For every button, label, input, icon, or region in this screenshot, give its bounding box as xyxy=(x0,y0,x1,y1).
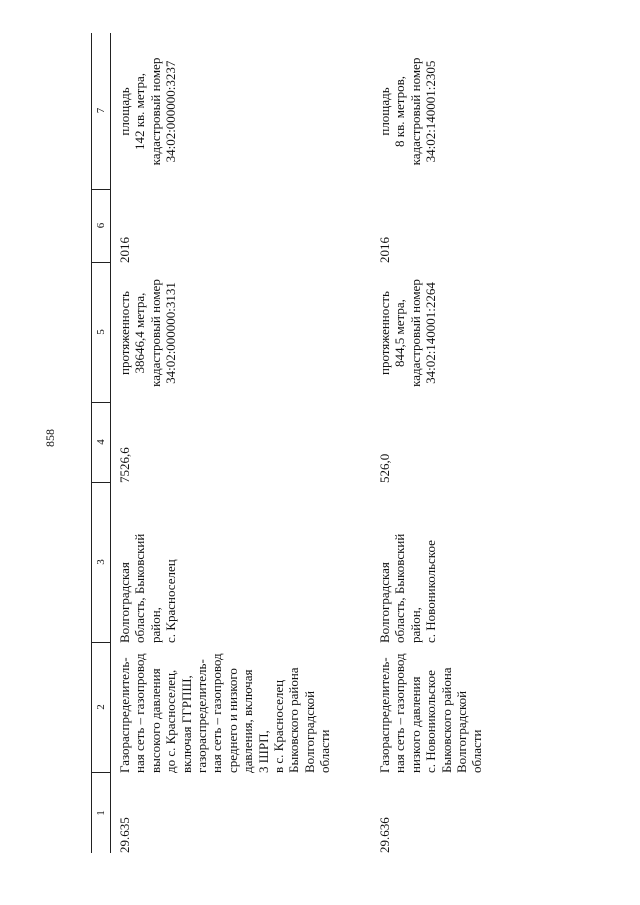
column-header-4: 4 xyxy=(92,402,110,483)
cell-line: 34:02:000000:3131 xyxy=(163,282,179,384)
object-characteristics xyxy=(377,263,439,403)
cell-line: район, xyxy=(407,607,423,643)
cell-line: Волгоградская xyxy=(377,562,392,643)
cell-line: район, xyxy=(147,607,163,643)
column-header-row xyxy=(91,33,111,853)
object-location xyxy=(117,483,179,643)
cell-line: 38646,4 метра, xyxy=(132,292,148,374)
column-header-3: 3 xyxy=(92,482,110,643)
cell-line: с. Красноселец xyxy=(163,559,179,643)
cell-line: Быковского района xyxy=(438,667,454,773)
cell-line: с. Новоникольское xyxy=(423,540,439,643)
row-number: 29.636 xyxy=(377,817,392,853)
cell-line: кадастровый номер xyxy=(147,279,163,387)
cell-line: низкого давления xyxy=(407,676,423,773)
cell-line: 3 ШРП, xyxy=(255,730,271,773)
cell-line: 34:02:000000:3237 xyxy=(163,60,179,163)
column-header-1: 1 xyxy=(95,810,107,816)
cell-line: Газораспределитель- xyxy=(117,657,132,773)
cell-line: газораспределитель- xyxy=(194,659,210,773)
cell-line: высокого давления xyxy=(147,668,163,773)
row-number: 29.635 xyxy=(117,817,132,853)
cell-line: Волгоградской xyxy=(301,690,317,773)
cell-line: давления, включая xyxy=(240,669,256,773)
column-header-2: 2 xyxy=(92,642,110,773)
cell-line: в с. Красноселец xyxy=(271,679,287,773)
cell-line: 142 кв. метра, xyxy=(132,72,148,151)
object-characteristics xyxy=(117,263,179,403)
cell-line: 34:02:140001:2264 xyxy=(423,282,439,384)
page-number: 858 xyxy=(43,429,57,447)
cell-line: площадь xyxy=(117,87,132,136)
object-location xyxy=(377,483,439,643)
cell-line: область, Быковский xyxy=(132,533,148,643)
cell-line: 34:02:140001:2305 xyxy=(423,60,439,163)
object-year: 2016 xyxy=(377,237,392,263)
cell-line: кадастровый номер xyxy=(147,57,163,166)
cell-line: протяженность xyxy=(117,291,132,375)
cell-line: область, Быковский xyxy=(392,533,408,643)
cell-line: площадь xyxy=(377,87,392,136)
cell-line: включая ГГРПШ, xyxy=(178,675,194,773)
cell-line: ная сеть – газопровод xyxy=(209,653,225,773)
object-name xyxy=(377,643,485,773)
cell-line: протяженность xyxy=(377,291,392,375)
object-value: 7526,6 xyxy=(117,447,132,483)
cell-line: области xyxy=(317,729,333,773)
cell-line: Волгоградская xyxy=(117,562,132,643)
cell-line: 8 кв. метров, xyxy=(392,76,408,147)
object-year: 2016 xyxy=(117,237,132,263)
cell-line: 844,5 метра, xyxy=(392,299,408,367)
cell-line: Быковского района xyxy=(286,667,302,773)
cell-line: Волгоградской xyxy=(454,690,470,773)
cell-line: Газораспределитель- xyxy=(377,657,392,773)
land-plot-info xyxy=(377,33,439,190)
cell-line: ная сеть – газопровод xyxy=(392,653,408,773)
cell-line: с. Новоникольское xyxy=(423,670,439,773)
column-header-7: 7 xyxy=(92,32,110,190)
cell-line: ная сеть – газопровод xyxy=(132,653,148,773)
object-value: 526,0 xyxy=(377,453,392,483)
column-header-6: 6 xyxy=(92,189,110,263)
property-table xyxy=(91,33,561,853)
cell-line: среднего и низкого xyxy=(224,668,240,773)
object-name xyxy=(117,643,333,773)
cell-line: кадастровый номер xyxy=(407,57,423,166)
cell-line: области xyxy=(469,729,485,773)
land-plot-info xyxy=(117,33,179,190)
cell-line: кадастровый номер xyxy=(407,279,423,387)
cell-line: до с. Красноселец, xyxy=(163,669,179,773)
column-header-5: 5 xyxy=(92,262,110,403)
